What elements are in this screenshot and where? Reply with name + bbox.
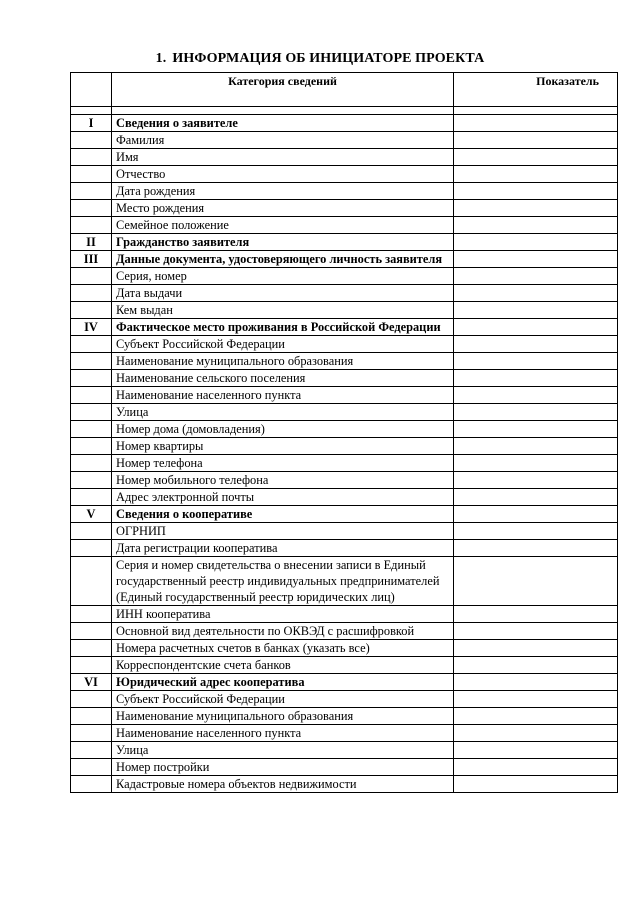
field-label: Наименование сельского поселения xyxy=(112,370,454,387)
applicant-info-table xyxy=(70,72,618,793)
field-label: Улица xyxy=(112,742,454,759)
table-row xyxy=(71,132,618,149)
field-label: Наименование муниципального образования xyxy=(112,708,454,725)
field-label: Наименование муниципального образования xyxy=(112,353,454,370)
value-cell[interactable] xyxy=(454,455,618,472)
section-number xyxy=(71,336,112,353)
field-label: Отчество xyxy=(112,166,454,183)
value-cell[interactable] xyxy=(454,725,618,742)
value-cell[interactable] xyxy=(454,115,618,132)
section-title: Фактическое место проживания в Российской Федерации xyxy=(112,319,454,336)
title-number: 1. xyxy=(155,51,167,66)
table-row xyxy=(71,200,618,217)
section-number: VI xyxy=(71,674,112,691)
spacer-cell xyxy=(454,107,618,115)
section-number xyxy=(71,776,112,793)
value-cell[interactable] xyxy=(454,421,618,438)
value-cell[interactable] xyxy=(454,336,618,353)
value-cell[interactable] xyxy=(454,557,618,606)
table-row xyxy=(71,353,618,370)
section-number xyxy=(71,166,112,183)
table-row xyxy=(71,691,618,708)
section-row xyxy=(71,115,618,132)
table-row xyxy=(71,438,618,455)
value-cell[interactable] xyxy=(454,404,618,421)
field-label: Номер телефона xyxy=(112,455,454,472)
field-label: Субъект Российской Федерации xyxy=(112,336,454,353)
section-number xyxy=(71,268,112,285)
section-row xyxy=(71,674,618,691)
section-number xyxy=(71,132,112,149)
value-cell[interactable] xyxy=(454,489,618,506)
field-label: Улица xyxy=(112,404,454,421)
value-cell[interactable] xyxy=(454,657,618,674)
section-number: II xyxy=(71,234,112,251)
section-title: Сведения о кооперативе xyxy=(112,506,454,523)
field-label: Серия и номер свидетельства о внесении записи в Единый государственный реестр индивидуальных предпринимателей (Единый государственный реестр юридических лиц) xyxy=(112,557,454,606)
spacer-cell xyxy=(112,107,454,115)
table-row xyxy=(71,489,618,506)
field-label: Дата регистрации кооператива xyxy=(112,540,454,557)
section-number xyxy=(71,557,112,606)
table-row xyxy=(71,606,618,623)
section-number xyxy=(71,438,112,455)
field-label: Кадастровые номера объектов недвижимости xyxy=(112,776,454,793)
field-label: Наименование населенного пункта xyxy=(112,387,454,404)
value-cell[interactable] xyxy=(454,708,618,725)
value-cell[interactable] xyxy=(454,387,618,404)
table-row xyxy=(71,523,618,540)
field-label: ОГРНИП xyxy=(112,523,454,540)
value-cell[interactable] xyxy=(454,319,618,336)
section-row xyxy=(71,506,618,523)
table-row xyxy=(71,657,618,674)
section-number: I xyxy=(71,115,112,132)
section-row xyxy=(71,319,618,336)
table-row xyxy=(71,370,618,387)
section-number xyxy=(71,421,112,438)
value-cell[interactable] xyxy=(454,370,618,387)
field-label: Наименование населенного пункта xyxy=(112,725,454,742)
value-cell[interactable] xyxy=(454,438,618,455)
section-number xyxy=(71,472,112,489)
value-cell[interactable] xyxy=(454,742,618,759)
section-number xyxy=(71,640,112,657)
field-label: Место рождения xyxy=(112,200,454,217)
section-number: IV xyxy=(71,319,112,336)
field-label: Имя xyxy=(112,149,454,166)
field-label: Номер квартиры xyxy=(112,438,454,455)
table-row xyxy=(71,421,618,438)
section-number xyxy=(71,523,112,540)
value-cell[interactable] xyxy=(454,606,618,623)
field-label: Дата рождения xyxy=(112,183,454,200)
value-cell[interactable] xyxy=(454,285,618,302)
section-number: III xyxy=(71,251,112,268)
table-row xyxy=(71,557,618,606)
table-row xyxy=(71,640,618,657)
header-number-cell xyxy=(71,73,112,107)
field-label: Номер мобильного телефона xyxy=(112,472,454,489)
field-label: Серия, номер xyxy=(112,268,454,285)
section-number xyxy=(71,742,112,759)
table-row xyxy=(71,776,618,793)
section-number xyxy=(71,183,112,200)
header-category: Категория сведений xyxy=(112,73,454,107)
section-number xyxy=(71,370,112,387)
value-cell[interactable] xyxy=(454,623,618,640)
value-cell[interactable] xyxy=(454,166,618,183)
section-number xyxy=(71,606,112,623)
table-body xyxy=(71,73,618,793)
section-title: Юридический адрес кооператива xyxy=(112,674,454,691)
section-title: Сведения о заявителе xyxy=(112,115,454,132)
table-row xyxy=(71,623,618,640)
field-label: Фамилия xyxy=(112,132,454,149)
value-cell[interactable] xyxy=(454,523,618,540)
section-number xyxy=(71,404,112,421)
table-row xyxy=(71,302,618,319)
value-cell[interactable] xyxy=(454,149,618,166)
table-header-row xyxy=(71,73,618,107)
table-row xyxy=(71,455,618,472)
table-row xyxy=(71,217,618,234)
section-number xyxy=(71,387,112,404)
field-label: Номера расчетных счетов в банках (указать все) xyxy=(112,640,454,657)
section-number xyxy=(71,200,112,217)
section-number xyxy=(71,725,112,742)
value-cell[interactable] xyxy=(454,200,618,217)
field-label: Адрес электронной почты xyxy=(112,489,454,506)
field-label: Субъект Российской Федерации xyxy=(112,691,454,708)
field-label: ИНН кооператива xyxy=(112,606,454,623)
value-cell[interactable] xyxy=(454,251,618,268)
section-row xyxy=(71,251,618,268)
section-number xyxy=(71,149,112,166)
table-row xyxy=(71,149,618,166)
table-row xyxy=(71,708,618,725)
section-number xyxy=(71,657,112,674)
value-cell[interactable] xyxy=(454,234,618,251)
field-label: Дата выдачи xyxy=(112,285,454,302)
section-number xyxy=(71,217,112,234)
section-row xyxy=(71,234,618,251)
value-cell[interactable] xyxy=(454,759,618,776)
table-row xyxy=(71,742,618,759)
value-cell[interactable] xyxy=(454,302,618,319)
value-cell[interactable] xyxy=(454,776,618,793)
field-label: Корреспондентские счета банков xyxy=(112,657,454,674)
table-row xyxy=(71,759,618,776)
value-cell[interactable] xyxy=(454,132,618,149)
value-cell[interactable] xyxy=(454,353,618,370)
value-cell[interactable] xyxy=(454,217,618,234)
value-cell[interactable] xyxy=(454,268,618,285)
section-number: V xyxy=(71,506,112,523)
table-row xyxy=(71,268,618,285)
value-cell[interactable] xyxy=(454,183,618,200)
table-row xyxy=(71,540,618,557)
value-cell[interactable] xyxy=(454,674,618,691)
section-number xyxy=(71,708,112,725)
table-row xyxy=(71,336,618,353)
table-row xyxy=(71,285,618,302)
field-label: Основной вид деятельности по ОКВЭД с расшифровкой xyxy=(112,623,454,640)
value-cell[interactable] xyxy=(454,640,618,657)
title-text: ИНФОРМАЦИЯ ОБ ИНИЦИАТОРЕ ПРОЕКТА xyxy=(172,51,485,66)
section-number xyxy=(71,623,112,640)
table-row xyxy=(71,183,618,200)
section-number xyxy=(71,540,112,557)
section-number xyxy=(71,353,112,370)
section-number xyxy=(71,285,112,302)
spacer-cell xyxy=(71,107,112,115)
field-label: Номер постройки xyxy=(112,759,454,776)
section-number xyxy=(71,691,112,708)
header-value: Показатель xyxy=(454,73,618,107)
value-cell[interactable] xyxy=(454,506,618,523)
table-row xyxy=(71,725,618,742)
table-row xyxy=(71,472,618,489)
table-row xyxy=(71,404,618,421)
field-label: Семейное положение xyxy=(112,217,454,234)
field-label: Номер дома (домовладения) xyxy=(112,421,454,438)
table-row xyxy=(71,166,618,183)
section-number xyxy=(71,302,112,319)
page-title xyxy=(0,51,640,67)
section-number xyxy=(71,455,112,472)
spacer-row xyxy=(71,107,618,115)
value-cell[interactable] xyxy=(454,540,618,557)
value-cell[interactable] xyxy=(454,472,618,489)
section-number xyxy=(71,489,112,506)
field-label: Кем выдан xyxy=(112,302,454,319)
section-title: Гражданство заявителя xyxy=(112,234,454,251)
value-cell[interactable] xyxy=(454,691,618,708)
table-row xyxy=(71,387,618,404)
section-number xyxy=(71,759,112,776)
section-title: Данные документа, удостоверяющего личность заявителя xyxy=(112,251,454,268)
